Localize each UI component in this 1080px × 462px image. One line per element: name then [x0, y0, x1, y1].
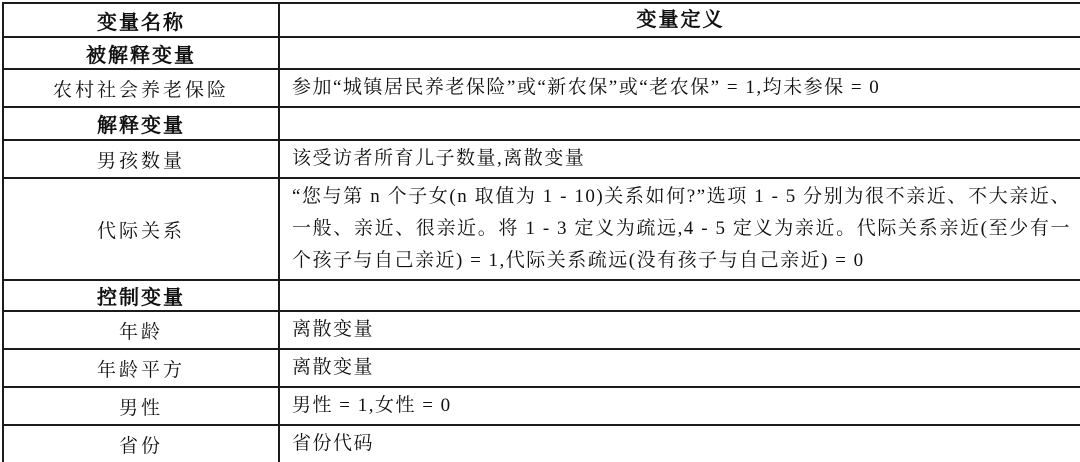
- variable-definition-cell: [279, 37, 1080, 69]
- variable-name-cell: 男性: [3, 387, 279, 425]
- table-row-section-controls: [3, 280, 1080, 311]
- table-row-intergenerational-relationship: [3, 178, 1080, 280]
- section-label: 控制变量: [3, 280, 279, 311]
- section-label: 解释变量: [3, 107, 279, 140]
- section-label: 被解释变量: [3, 37, 279, 69]
- table-row-province: [3, 425, 1080, 462]
- variable-name-cell: 代际关系: [3, 178, 279, 280]
- variable-definition-cell: 离散变量: [279, 311, 1080, 349]
- variable-definition-cell: [279, 280, 1080, 311]
- variable-definition-table: [2, 2, 1080, 462]
- table-row-age: [3, 311, 1080, 349]
- variable-name-cell: 省份: [3, 425, 279, 462]
- table-row-male: [3, 387, 1080, 425]
- table-header-row: [3, 3, 1080, 37]
- variable-definition-cell: [279, 107, 1080, 140]
- table-row-section-explained: [3, 37, 1080, 69]
- variable-definition-cell: 参加“城镇居民养老保险”或“新农保”或“老农保” = 1,均未参保 = 0: [279, 69, 1080, 107]
- variable-definition-cell: “您与第 n 个子女(n 取值为 1 - 10)关系如何?”选项 1 - 5 分别为很不亲近、不大亲近、一般、亲近、很亲近。将 1 - 3 定义为疏远,4 - 5 定义为亲近。代际关系亲近(至少有一个孩子与自己亲近) = 1,代际关系疏远(没有孩子与自己亲近) = 0: [279, 178, 1080, 280]
- column-header-variable-definition: 变量定义: [279, 3, 1080, 37]
- variable-definition-cell: 该受访者所育儿子数量,离散变量: [279, 140, 1080, 178]
- table-row-age-squared: [3, 349, 1080, 387]
- variable-name-cell: 农村社会养老保险: [3, 69, 279, 107]
- variable-name-cell: 年龄: [3, 311, 279, 349]
- variable-name-cell: 年龄平方: [3, 349, 279, 387]
- table-row-number-of-boys: [3, 140, 1080, 178]
- column-header-variable-name: 变量名称: [3, 3, 279, 37]
- table-row-rural-pension: [3, 69, 1080, 107]
- variable-name-cell: 男孩数量: [3, 140, 279, 178]
- variable-definition-cell: 男性 = 1,女性 = 0: [279, 387, 1080, 425]
- variable-definition-cell: 离散变量: [279, 349, 1080, 387]
- table-row-section-explanatory: [3, 107, 1080, 140]
- variable-definition-cell: 省份代码: [279, 425, 1080, 462]
